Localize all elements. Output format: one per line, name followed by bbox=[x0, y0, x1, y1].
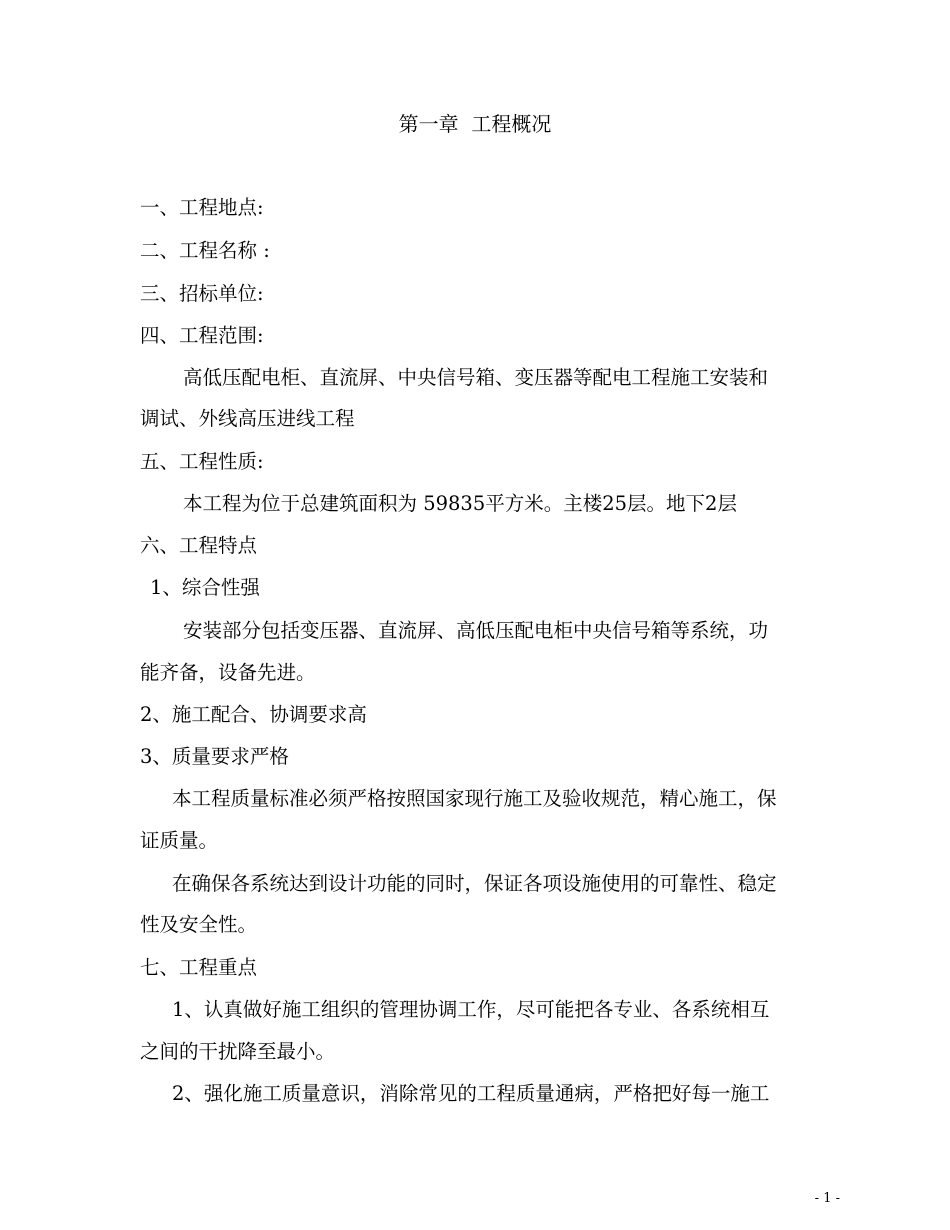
paragraph-line: 1、认真做好施工组织的管理协调工作，尽可能把各专业、各系统相互 bbox=[172, 998, 770, 1021]
paragraph-line: 调试、外线高压进线工程 bbox=[140, 407, 355, 430]
subheading-line: 1、综合性强 bbox=[150, 576, 260, 599]
paragraph-line: 能齐备，设备先进。 bbox=[140, 661, 316, 684]
section-heading-scope: 四、工程范围: bbox=[140, 324, 264, 347]
subheading-line: 2、施工配合、协调要求高 bbox=[140, 703, 367, 726]
section-heading-name: 二、工程名称 : bbox=[140, 239, 270, 262]
section-heading-features: 六、工程特点 bbox=[140, 534, 258, 557]
chapter-title: 第一章 工程概况 bbox=[398, 112, 552, 136]
paragraph-line: 安装部分包括变压器、直流屏、高低压配电柜中央信号箱等系统，功 bbox=[183, 619, 769, 642]
paragraph-line: 性及安全性。 bbox=[140, 913, 258, 936]
paragraph-line: 高低压配电柜、直流屏、中央信号箱、变压器等配电工程施工安装和 bbox=[183, 366, 769, 389]
paragraph-line: 之间的干扰降至最小。 bbox=[140, 1040, 336, 1063]
section-heading-key-points: 七、工程重点 bbox=[140, 956, 258, 979]
paragraph-line: 本工程质量标准必须严格按照国家现行施工及验收规范，精心施工，保 bbox=[172, 787, 777, 810]
paragraph-line: 在确保各系统达到设计功能的同时，保证各项设施使用的可靠性、稳定 bbox=[172, 872, 777, 895]
section-heading-bidder: 三、招标单位: bbox=[140, 282, 264, 305]
paragraph-line: 2、强化施工质量意识，消除常见的工程质量通病，严格把好每一施工 bbox=[172, 1082, 770, 1105]
subheading-line: 3、质量要求严格 bbox=[140, 745, 289, 768]
paragraph-line: 证质量。 bbox=[140, 829, 219, 852]
page-number: - 1 - bbox=[814, 1191, 840, 1206]
section-heading-location: 一、工程地点: bbox=[140, 196, 264, 219]
section-heading-nature: 五、工程性质: bbox=[140, 450, 264, 473]
paragraph-line: 本工程为位于总建筑面积为 59835平方米。主楼25层。地下2层 bbox=[183, 492, 737, 515]
